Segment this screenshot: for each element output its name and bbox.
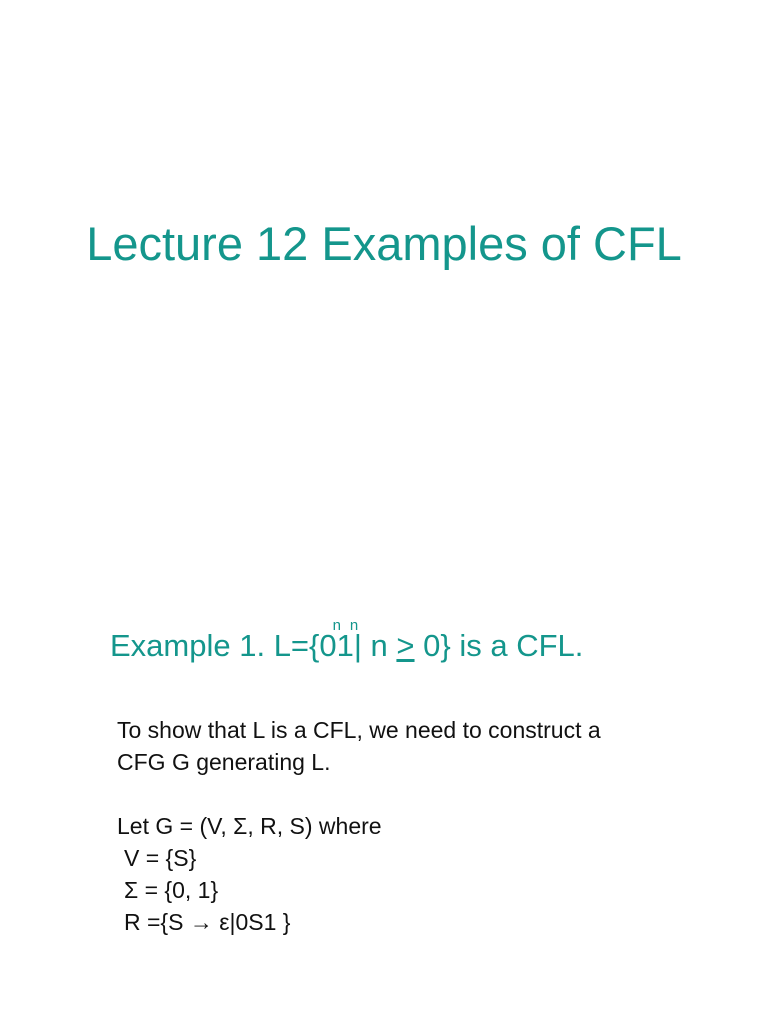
ge-symbol: >	[396, 628, 415, 663]
spacer	[117, 778, 601, 810]
heading-one: 1	[336, 628, 354, 663]
heading-after: | n	[353, 628, 397, 663]
v-line: V = {S}	[124, 845, 197, 871]
slide-2	[0, 512, 768, 1024]
r-line: R ={S → ε|0S1 }	[124, 909, 291, 935]
sigma-line: Σ = {0, 1}	[124, 877, 219, 903]
example-heading: Example 1. L={0n1n| n > 0} is a CFL.	[110, 617, 584, 663]
paragraph-line-1: To show that L is a CFL, we need to construct a	[117, 717, 601, 743]
heading-prefix: Example 1. L={0	[110, 628, 337, 663]
paragraph-line-2: CFG G generating L.	[117, 749, 331, 775]
let-line: Let G = (V, Σ, R, S) where	[117, 813, 382, 839]
body-text	[117, 714, 601, 938]
lecture-title: Lecture 12 Examples of CFL	[86, 217, 682, 270]
heading-suffix: 0} is a CFL.	[414, 628, 584, 663]
